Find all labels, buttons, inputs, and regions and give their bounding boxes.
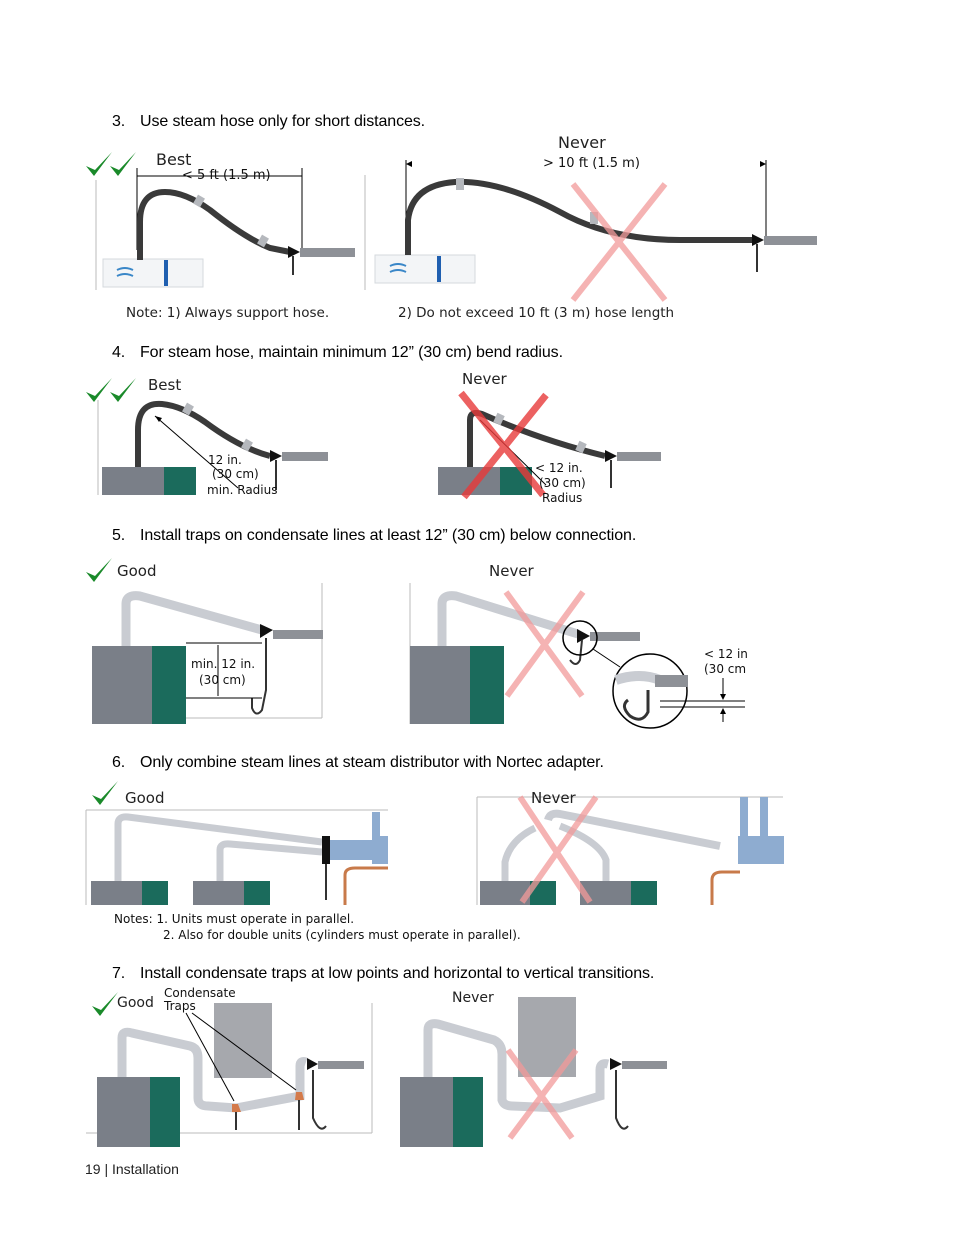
fig6-never-diagram [477, 797, 784, 905]
fig6-note-2: 2. Also for double units (cylinders must operate in parallel). [163, 928, 521, 942]
fig7-traps-label-1: Condensate [164, 986, 236, 1000]
fig6-note-1: Notes: 1. Units must operate in parallel. [114, 912, 355, 926]
fig5-never-dimension-2: (30 cm [704, 662, 747, 676]
section-number: 4. [112, 344, 126, 361]
never-cross-icon [573, 184, 665, 300]
fig3-best-label: Best [156, 150, 192, 169]
check-icon [110, 378, 136, 402]
section-title: Install traps on condensate lines at least 12” (30 cm) below connection. [140, 527, 637, 544]
check-icon [110, 152, 136, 176]
fig3-never-diagram [375, 160, 817, 300]
fig3-note-2: 2) Do not exceed 10 ft (3 m) hose length [398, 305, 675, 321]
fig4-never-radius-2: (30 cm) [539, 476, 586, 490]
section-number: 7. [112, 965, 126, 982]
section-title: Use steam hose only for short distances. [140, 113, 426, 130]
fig3-note-1: Note: 1) Always support hose. [126, 305, 330, 321]
detail-magnifier [613, 654, 687, 728]
fig5-good-dimension-2: (30 cm) [199, 673, 246, 687]
fig7-good-label: Good [117, 995, 154, 1011]
page-footer: 19 | Installation [85, 1161, 179, 1177]
fig5-good-diagram [86, 558, 323, 724]
fig5-good-dimension-1: min. 12 in. [191, 657, 256, 671]
fig4-best-label: Best [148, 376, 182, 394]
check-icon [86, 152, 112, 176]
fig4-never-label: Never [462, 370, 507, 388]
fig4-never-radius-3: Radius [542, 491, 583, 505]
check-icon [86, 378, 112, 402]
fig3-never-label: Never [558, 133, 606, 152]
fig7-good-diagram [86, 992, 372, 1147]
section-number: 6. [112, 754, 126, 771]
check-icon [92, 992, 118, 1016]
fig5-never-label: Never [489, 562, 534, 580]
section-number: 3. [112, 113, 126, 130]
fig7-never-diagram [400, 997, 667, 1147]
fig4-best-radius-3: min. Radius [207, 483, 278, 497]
fig4-never-radius-1: < 12 in. [535, 461, 583, 475]
fig7-never-label: Never [452, 990, 494, 1006]
section-title: Install condensate traps at low points and horizontal to vertical transitions. [140, 965, 655, 982]
never-cross-icon [506, 592, 583, 696]
fig3-never-dimension: > 10 ft (1.5 m) [543, 156, 640, 171]
fig4-best-diagram [86, 378, 328, 495]
fig6-never-label: Never [531, 789, 576, 807]
fig5-never-dimension-1: < 12 in [704, 647, 748, 661]
fig6-good-label: Good [125, 789, 165, 807]
fig4-best-radius-1: 12 in. [208, 453, 242, 467]
fig5-good-label: Good [117, 562, 157, 580]
check-icon [92, 781, 118, 805]
fig7-traps-label-2: Traps [164, 999, 196, 1013]
section-title: Only combine steam lines at steam distributor with Nortec adapter. [140, 754, 604, 771]
check-icon [86, 558, 112, 582]
fig4-best-radius-2: (30 cm) [212, 467, 259, 481]
section-title: For steam hose, maintain minimum 12” (30 cm) bend radius. [140, 344, 563, 361]
section-number: 5. [112, 527, 126, 544]
fig3-best-dimension: < 5 ft (1.5 m) [182, 168, 271, 183]
fig5-never-diagram [410, 583, 745, 728]
